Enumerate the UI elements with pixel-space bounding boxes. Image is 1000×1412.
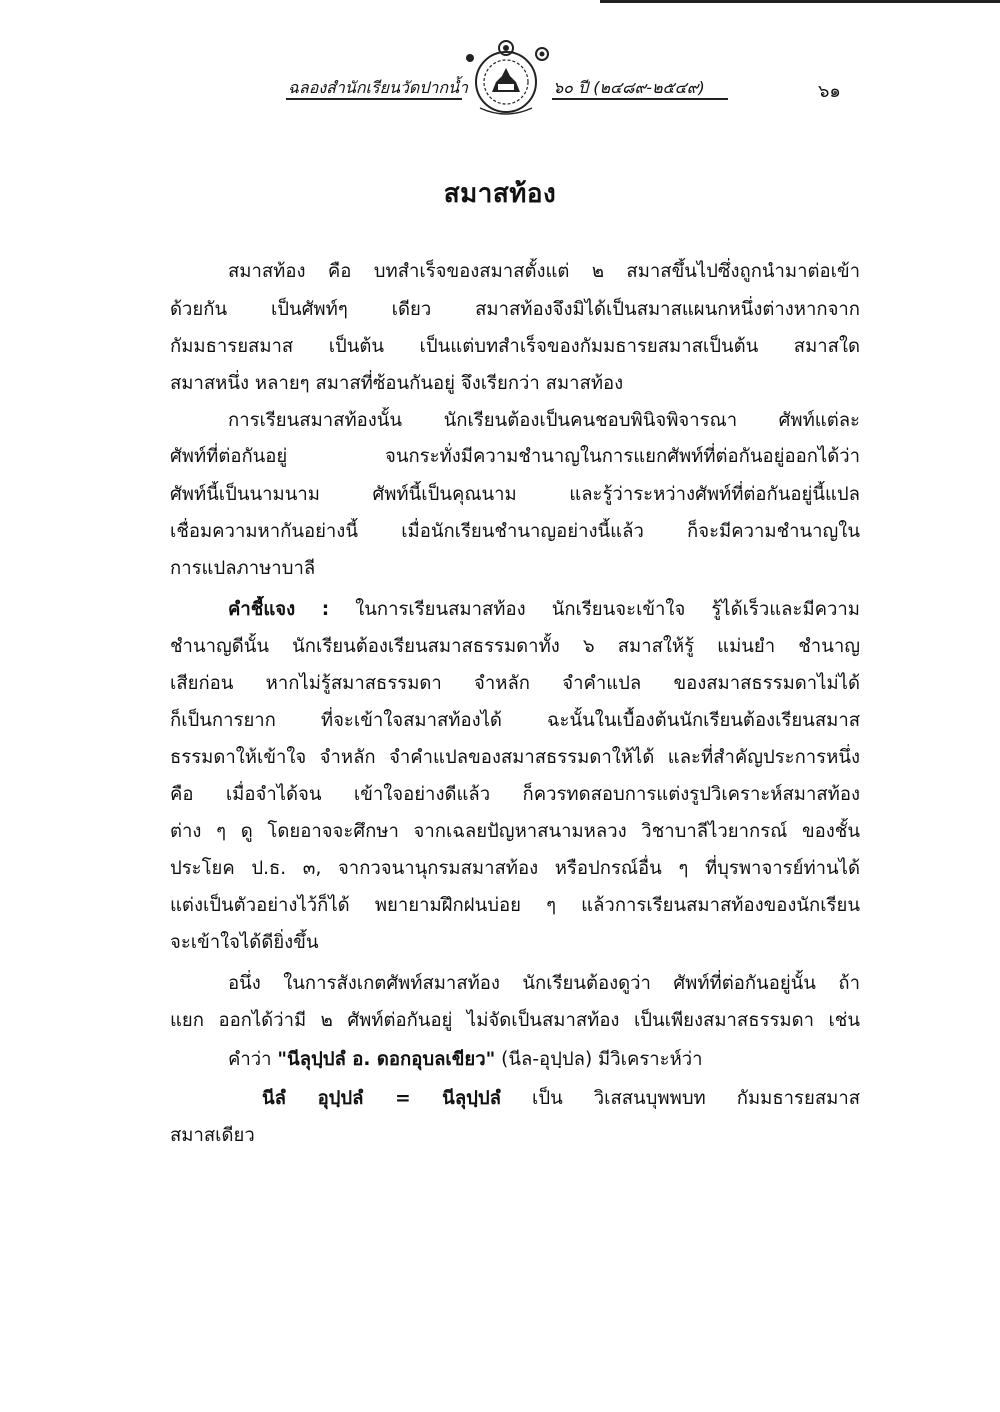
formula-rest: เป็น วิเสสนบุพพบท กัมมธารยสมาส: [500, 1088, 860, 1109]
paragraph-line: เชื่อมความหากันอย่างนี้ เมื่อนักเรียนชำนาญอย่างนี้แล้ว ก็จะมีความชำนาญใน: [170, 521, 860, 542]
paragraph-line: จะเข้าใจได้ดียิ่งขึ้น: [170, 932, 319, 953]
paragraph-line: อนึ่ง ในการสังเกตศัพท์สมาสท้อง นักเรียนต้องดูว่า ศัพท์ที่ต่อกันอยู่นั้น ถ้า: [228, 973, 860, 994]
example-line: [228, 1046, 860, 1074]
explanation-first-line-text: ในการเรียนสมาสท้อง นักเรียนจะเข้าใจ รู้ได้เร็วและมีความ: [329, 599, 860, 620]
temple-emblem-icon: [458, 38, 554, 120]
explanation-label: คำชี้แจง :: [228, 599, 330, 620]
running-header-left: ฉลองสำนักเรียนวัดปากน้ำ: [288, 78, 468, 97]
paragraph-line: การเรียนสมาสท้องนั้น นักเรียนต้องเป็นคนชอบพินิจพิจารณา ศัพท์แต่ละ: [228, 410, 860, 431]
running-header-right: ๖๐ ปี (๒๔๘๙-๒๕๔๙): [553, 78, 705, 97]
paragraph-line: ศัพท์ที่ต่อกันอยู่ จนกระทั่งมีความชำนาญในการแยกศัพท์ที่ต่อกันอยู่ออกได้ว่า: [170, 446, 860, 467]
header-underline-left: [286, 98, 462, 100]
example-suffix: (นีล-อุปฺปล) มีวิเคราะห์ว่า: [495, 1049, 703, 1070]
paragraph-line: สมาสท้อง คือ บทสำเร็จของสมาสตั้งแต่ ๒ สมาสขึ้นไปซึ่งถูกนำมาต่อเข้า: [228, 261, 860, 282]
formula-bold: นีลํ อุปฺปลํ = นีลุปฺปลํ: [262, 1088, 501, 1109]
header-underline-right: [552, 98, 728, 100]
paragraph-line: เสียก่อน หากไม่รู้สมาสธรรมดา จำหลัก จำคำแปล ของสมาสธรรมดาไม่ได้: [170, 673, 860, 694]
paragraph-line: สมาสหนึ่ง หลายๆ สมาสที่ซ้อนกันอยู่ จึงเรียกว่า สมาสท้อง: [170, 373, 624, 394]
paragraph-line: ประโยค ป.ธ. ๓, จากวจนานุกรมสมาสท้อง หรือปกรณ์อื่น ๆ ที่บุรพาจารย์ท่านได้: [170, 858, 860, 879]
paragraph-line: ศัพท์นี้เป็นนามนาม ศัพท์นี้เป็นคุณนาม และรู้ว่าระหว่างศัพท์ที่ต่อกันอยู่นี้แปล: [170, 484, 860, 505]
paragraph-line: ต่าง ๆ ดู โดยอาจจะศึกษา จากเฉลยปัญหาสนามหลวง วิชาบาลีไวยากรณ์ ของชั้น: [170, 821, 860, 842]
page-number: ๖๑: [818, 81, 841, 102]
example-continuation: สมาสเดียว: [170, 1125, 255, 1146]
example-formula: [262, 1085, 860, 1113]
paragraph-line: ชำนาญดีนั้น นักเรียนต้องเรียนสมาสธรรมดาทั้ง ๖ สมาสให้รู้ แม่นยำ ชำนาญ: [170, 636, 860, 657]
paragraph-line: การแปลภาษาบาลี: [170, 558, 316, 579]
explanation-first-line: [228, 596, 860, 624]
paragraph-line: ธรรมดาให้เข้าใจ จำหลัก จำคำแปลของสมาสธรรมดาให้ได้ และที่สำคัญประการหนึ่ง: [170, 747, 860, 768]
page-title: สมาสท้อง: [443, 179, 557, 209]
paragraph-line: กัมมธารยสมาส เป็นต้น เป็นแต่บทสำเร็จของกัมมธารยสมาสเป็นต้น สมาสใด: [170, 336, 860, 357]
example-term: "นีลุปฺปลํ อ. ดอกอุบลเขียว": [277, 1049, 496, 1070]
paragraph-line: แต่งเป็นตัวอย่างไว้ก็ได้ พยายามฝึกฝนบ่อย ๆ แล้วการเรียนสมาสท้องของนักเรียน: [170, 895, 860, 916]
top-edge-rule: [600, 0, 1000, 3]
paragraph-line: แยก ออกได้ว่ามี ๒ ศัพท์ต่อกันอยู่ ไม่จัดเป็นสมาสท้อง เป็นเพียงสมาสธรรมดา เช่น: [170, 1010, 860, 1031]
example-prefix: คำว่า: [228, 1049, 278, 1070]
paragraph-line: คือ เมื่อจำได้จน เข้าใจอย่างดีแล้ว ก็ควรทดสอบการแต่งรูปวิเคราะห์สมาสท้อง: [170, 784, 860, 805]
paragraph-line: ก็เป็นการยาก ที่จะเข้าใจสมาสท้องได้ ฉะนั้นในเบื้องต้นนักเรียนต้องเรียนสมาส: [170, 710, 860, 731]
paragraph-line: ด้วยกัน เป็นศัพท์ๆ เดียว สมาสท้องจึงมิได้เป็นสมาสแผนกหนึ่งต่างหากจาก: [170, 299, 860, 320]
